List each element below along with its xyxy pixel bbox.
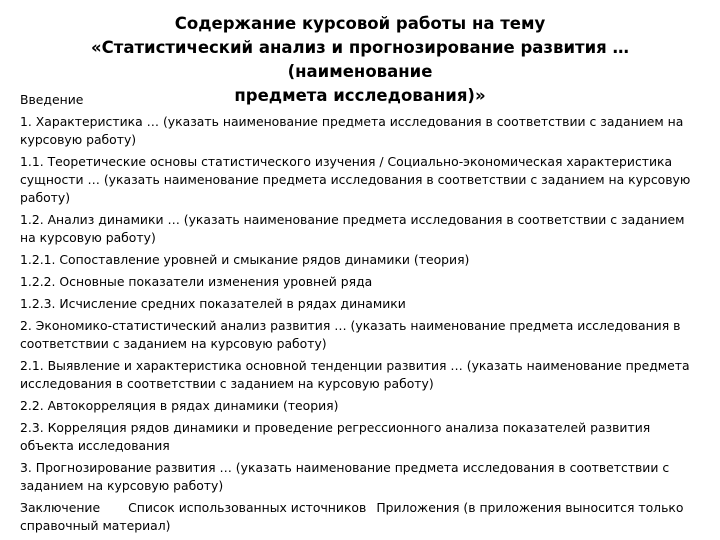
contents-item-1-2-3: 1.2.3. Исчисление средних показателей в рядах динамики [20,296,406,311]
title-line-1: Содержание курсовой работы на тему [174,14,546,33]
contents-item-sources: Список использованных источников [128,500,367,515]
contents-item-1-2-1: 1.2.1. Сопоставление уровней и смыкание рядов динамики (теория) [20,252,470,267]
contents-item-2-1: 2.1. Выявление и характеристика основной тенденции развития … (указать наименование предмета исследования в соответствии с заданием на курсовую работу) [20,358,690,391]
contents-item-1-1: 1.1. Теоретические основы статистического изучения / Социально-экономическая характеристика сущности … (указать наименование предмета исследования в соответствии с заданием на курсовую работу) [20,154,691,205]
title-line-3: предмета исследования)» [234,86,486,105]
contents-item-2: 2. Экономико-статистический анализ развития … (указать наименование предмета исследования в соответствии с заданием на курсовую работу) [20,318,681,351]
contents-item-2-3: 2.3. Корреляция рядов динамики и проведение регрессионного анализа показателей развития объекта исследования [20,420,651,453]
contents-item-3: 3. Прогнозирование развития … (указать наименование предмета исследования в соответствии с заданием на курсовую работу) [20,460,670,493]
title-line-2: «Статистический анализ и прогнозирование развития … (наименование [91,38,629,81]
contents-item-1: 1. Характеристика … (указать наименование предмета исследования в соответствии с заданием на курсовую работу) [20,114,684,147]
contents-footer-row [20,499,704,535]
contents-item-appendices: Приложения (в приложения выносится только справочный материал) [20,500,684,533]
contents-item-1-2-2: 1.2.2. Основные показатели изменения уровней ряда [20,274,373,289]
contents-item-introduction: Введение [20,92,84,107]
contents-item-1-2: 1.2. Анализ динамики … (указать наименование предмета исследования в соответствии с заданием на курсовую работу) [20,212,685,245]
contents-list [20,91,704,539]
contents-item-conclusion: Заключение [20,500,101,515]
contents-item-2-2: 2.2. Автокорреляция в рядах динамики (теория) [20,398,339,413]
